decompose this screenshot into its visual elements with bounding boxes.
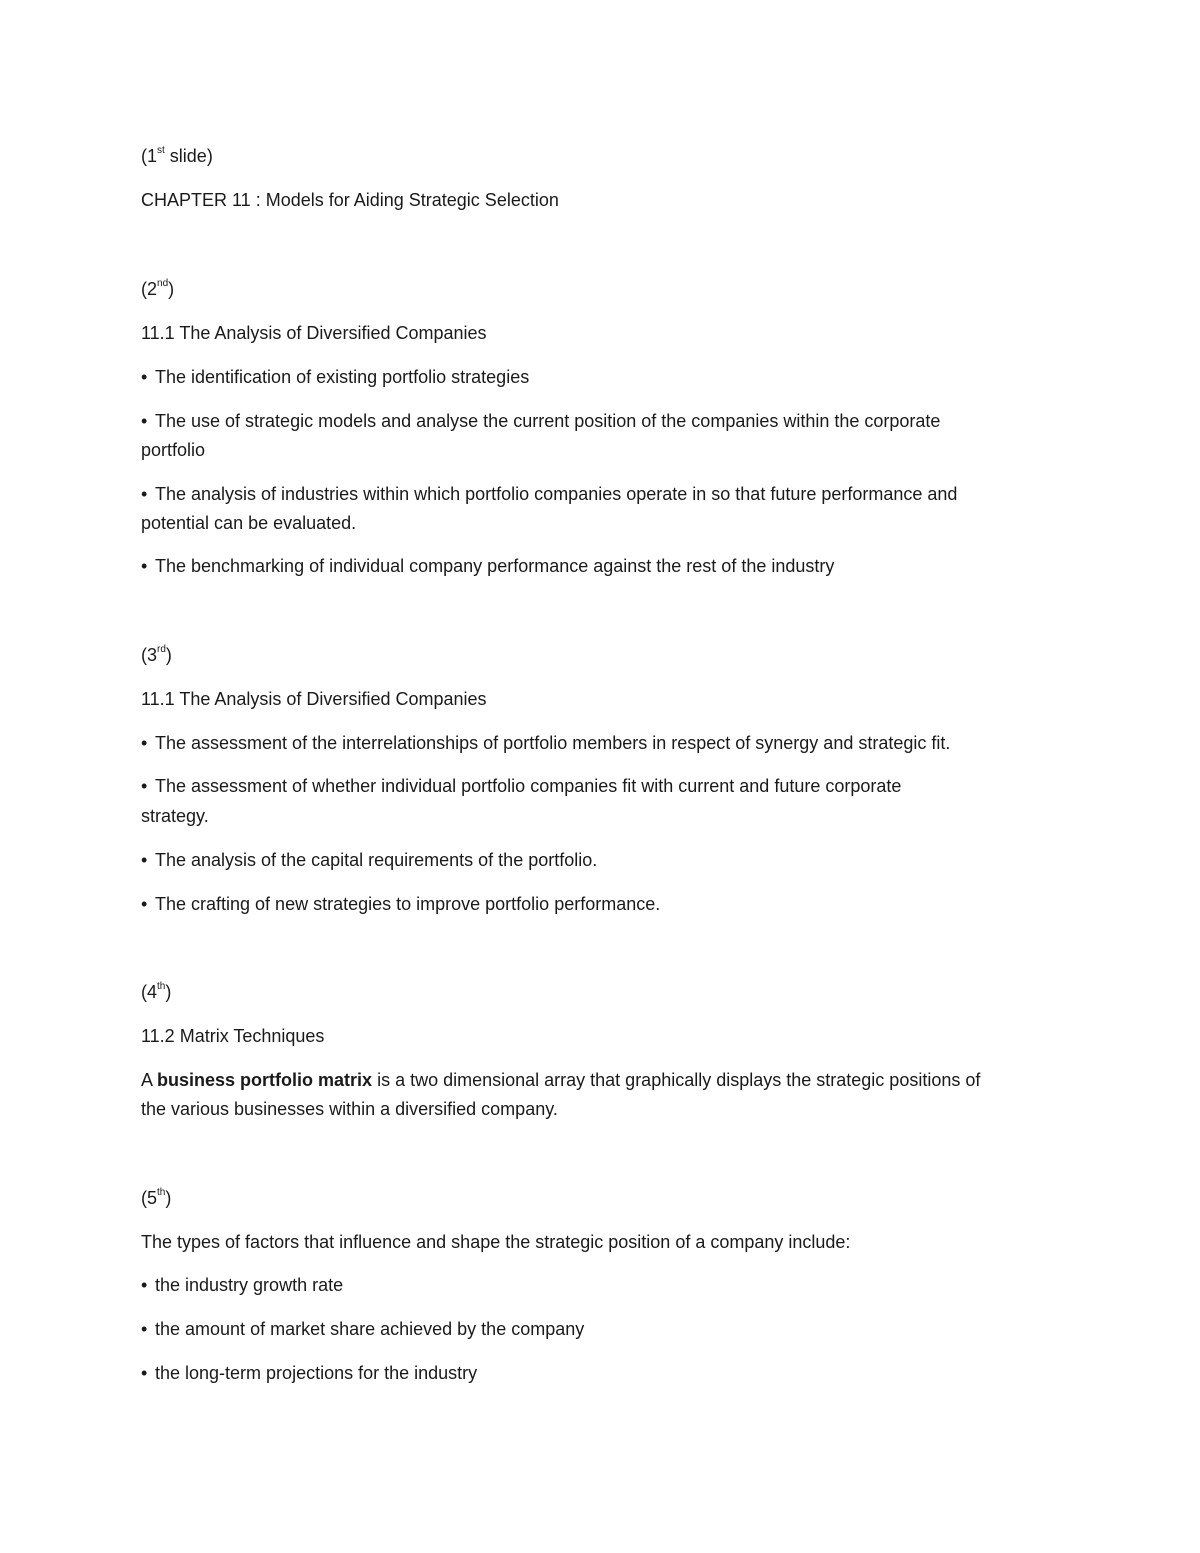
bullet-item-continuation: strategy. xyxy=(141,806,209,826)
chapter-title: CHAPTER 11 : Models for Aiding Strategic Selection xyxy=(141,190,559,210)
slide-4-marker: (4th) xyxy=(141,981,172,1002)
bullet-item: • The use of strategic models and analyse the current position of the companies within the corporate xyxy=(141,411,941,431)
bullet-item: • The analysis of industries within which portfolio companies operate in so that future performance and xyxy=(141,484,958,504)
bullet-item: • The benchmarking of individual company performance against the rest of the industry xyxy=(141,556,835,576)
bullet-item: • the amount of market share achieved by the company xyxy=(141,1319,585,1339)
bullet-item-continuation: portfolio xyxy=(141,440,206,460)
definition-paragraph-continuation: the various businesses within a diversified company. xyxy=(141,1099,558,1119)
slide-5-marker: (5th) xyxy=(141,1187,172,1208)
slide-1-marker: (1st slide) xyxy=(141,145,213,166)
bullet-item: • The identification of existing portfolio strategies xyxy=(141,367,530,387)
bullet-item: • the long-term projections for the industry xyxy=(141,1363,478,1383)
definition-paragraph: A business portfolio matrix is a two dimensional array that graphically displays the strategic positions of xyxy=(141,1070,981,1090)
bullet-item: • The assessment of the interrelationships of portfolio members in respect of synergy and strategic fit. xyxy=(141,733,951,753)
bullet-item: • the industry growth rate xyxy=(141,1275,344,1295)
bullet-item: • The crafting of new strategies to improve portfolio performance. xyxy=(141,894,661,914)
bullet-item-continuation: potential can be evaluated. xyxy=(141,513,357,533)
section-heading: 11.2 Matrix Techniques xyxy=(141,1026,325,1046)
section-heading: 11.1 The Analysis of Diversified Companies xyxy=(141,323,487,343)
bullet-item: • The analysis of the capital requirements of the portfolio. xyxy=(141,850,598,870)
bullet-item: • The assessment of whether individual portfolio companies fit with current and future corporate xyxy=(141,776,902,796)
slide-3-marker: (3rd) xyxy=(141,644,172,665)
section-heading: 11.1 The Analysis of Diversified Companies xyxy=(141,689,487,709)
slide-2-marker: (2nd) xyxy=(141,278,175,299)
defined-term: business portfolio matrix xyxy=(157,1070,373,1090)
intro-paragraph: The types of factors that influence and shape the strategic position of a company include: xyxy=(141,1232,851,1252)
